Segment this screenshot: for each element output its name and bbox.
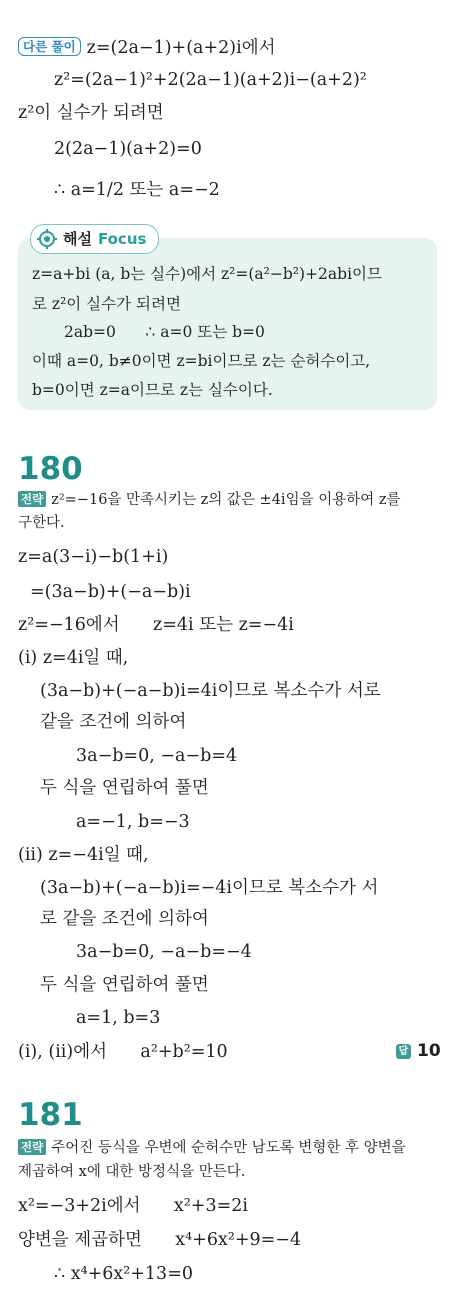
alt-solution-badge: 다른 풀이 bbox=[18, 37, 81, 56]
alt-solution-line-2: z²=(2a−1)²+2(2a−1)(a+2)i−(a+2)² bbox=[54, 70, 367, 90]
p181-line-2: 양변을 제곱하면 x⁴+6x²+9=−4 bbox=[18, 1230, 302, 1250]
focus-line-1: z=a+bi (a, b는 실수)에서 z²=(a²−b²)+2abi이므 bbox=[32, 265, 382, 283]
p180-strategy-tag: 전략 bbox=[18, 491, 46, 507]
p181-line-3: ∴ x⁴+6x²+13=0 bbox=[54, 1264, 193, 1284]
p180-line-4: (i) z=4i일 때, bbox=[18, 648, 129, 668]
focus-line-5: b=0이면 z=a이므로 z는 실수이다. bbox=[32, 381, 273, 399]
alt-solution-line-3: z²이 실수가 되려면 bbox=[18, 103, 164, 123]
p180-line-14: 두 식을 연립하여 풀면 bbox=[40, 975, 209, 995]
p181-strategy-line-2: 제곱하여 x에 대한 방정식을 만든다. bbox=[18, 1164, 246, 1180]
p180-line-8: 두 식을 연립하여 풀면 bbox=[40, 778, 209, 798]
focus-line-4: 이때 a=0, b≠0이면 z=bi이므로 z는 순허수이고, bbox=[32, 352, 371, 370]
p180-line-6: 같을 조건에 의하여 bbox=[40, 712, 187, 732]
p180-line-3: z²=−16에서 z=4i 또는 z=−4i bbox=[18, 615, 294, 635]
alt-solution-line-5: ∴ a=1/2 또는 a=−2 bbox=[54, 180, 220, 200]
p180-line-10: (ii) z=−4i일 때, bbox=[18, 845, 149, 865]
answer-icon: 답 bbox=[396, 1044, 411, 1059]
p181-strategy-line-1: 전략 주어진 등식을 우변에 순허수만 남도록 변형한 후 양변을 bbox=[18, 1138, 406, 1158]
p180-line-7: 3a−b=0, −a−b=4 bbox=[76, 746, 238, 766]
alt-solution-line-4: 2(2a−1)(a+2)=0 bbox=[54, 139, 202, 159]
p181-strategy-tag: 전략 bbox=[18, 1139, 46, 1155]
p180-line-5: (3a−b)+(−a−b)i=4i이므로 복소수가 서로 bbox=[40, 681, 381, 701]
focus-title-ko: 해설 bbox=[63, 230, 92, 248]
p180-line-13: 3a−b=0, −a−b=−4 bbox=[76, 942, 252, 962]
problem-number-181: 181 bbox=[18, 1097, 83, 1133]
focus-title-tab bbox=[30, 224, 159, 254]
p180-line-2: =(3a−b)+(−a−b)i bbox=[30, 582, 191, 602]
alt-solution-line-1: 다른 풀이 z=(2a−1)+(a+2)i에서 bbox=[18, 36, 276, 60]
p180-line-11: (3a−b)+(−a−b)i=−4i이므로 복소수가 서 bbox=[40, 878, 379, 898]
p180-line-12: 로 같을 조건에 의하여 bbox=[40, 909, 209, 929]
p180-line-15: a=1, b=3 bbox=[76, 1008, 161, 1028]
p180-line-16: (i), (ii)에서 a²+b²=10 bbox=[18, 1042, 228, 1062]
p180-line-1: z=a(3−i)−b(1+i) bbox=[18, 547, 169, 567]
problem-number-180: 180 bbox=[18, 451, 83, 487]
focus-line-3: 2ab=0 ∴ a=0 또는 b=0 bbox=[64, 323, 265, 341]
focus-title-en: Focus bbox=[97, 230, 147, 248]
p180-answer bbox=[396, 1040, 441, 1062]
p181-line-1: x²=−3+2i에서 x²+3=2i bbox=[18, 1196, 249, 1216]
p180-strategy-line-2: 구한다. bbox=[18, 515, 65, 531]
p180-answer-value: 10 bbox=[417, 1041, 441, 1061]
p180-line-9: a=−1, b=−3 bbox=[76, 812, 190, 832]
target-icon bbox=[37, 229, 57, 249]
focus-line-2: 로 z²이 실수가 되려면 bbox=[32, 295, 181, 313]
p180-strategy-line-1: 전략 z²=−16을 만족시키는 z의 값은 ±4i임을 이용하여 z를 bbox=[18, 490, 400, 510]
